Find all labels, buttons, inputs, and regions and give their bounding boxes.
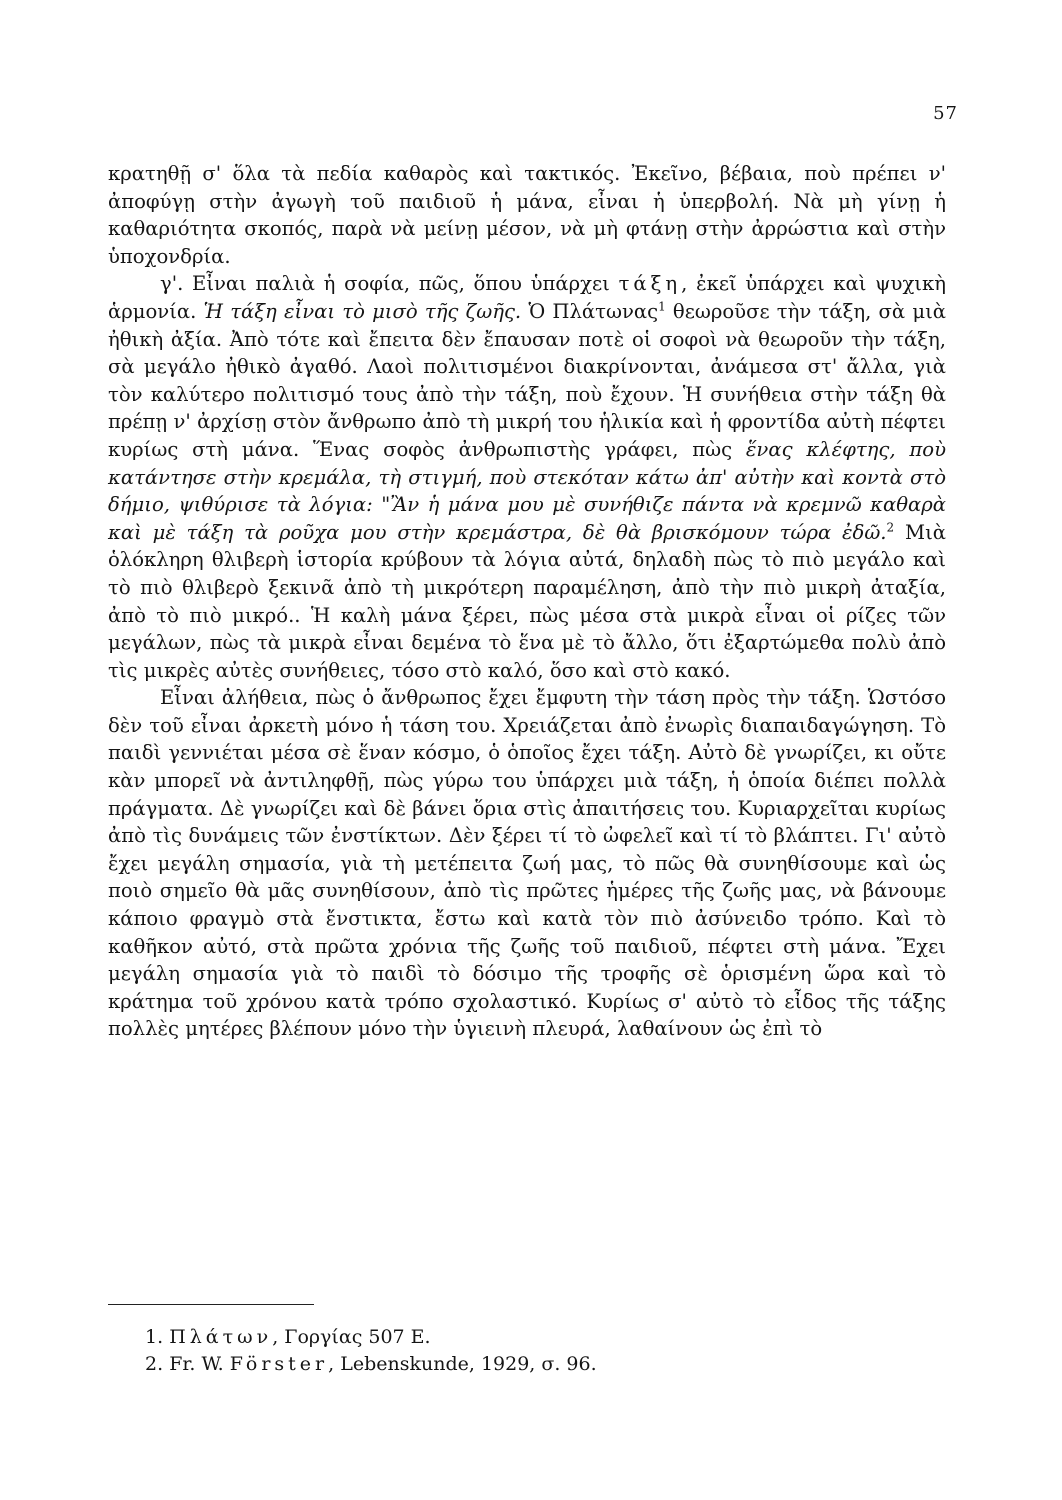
footnote-2-text: , Lebenskunde, 1929, σ. 96. <box>328 1353 597 1375</box>
paragraph-2-text-b: , ἐκεῖ ὑπάρχει καὶ ψυχικὴ ἁρμονία. <box>108 272 946 323</box>
footnote-2 <box>145 1351 945 1378</box>
paragraph-1: κρατηθῇ σ' ὅλα τὰ πεδία καθαρὸς καὶ τακτικός. Ἐκεῖνο, βέβαια, ποὺ πρέπει ν' ἀποφύγῃ στὴν ἀγωγὴ τοῦ παιδιοῦ ἡ μάνα, εἶναι ἡ ὑπερβολή. Νὰ μὴ γίνῃ ἡ καθαριότητα σκοπός, παρὰ νὰ μείνῃ μέσον, νὰ μὴ φτάνῃ στὴν ἀρρώστια καὶ στὴν ὑποχονδρία. <box>108 162 946 268</box>
footnote-1-number: 1. <box>145 1326 164 1348</box>
emphasis-taxi: τάξη <box>618 272 682 296</box>
footnote-1 <box>145 1324 945 1351</box>
paragraph-2-text-c: Ὁ Πλάτωνας <box>521 299 659 323</box>
paragraph-2-text-d: θεωροῦσε τὴν τάξη, σὰ μιὰ ἠθικὴ ἀξία. Ἀπὸ τότε καὶ ἔπειτα δὲν ἔπαυσαν ποτὲ οἱ σοφοὶ νὰ θεωροῦν τὴν τάξη, σὰ μεγάλο ἠθικὸ ἀγαθό. Λαοὶ πολιτισμένοι διακρίνονται, ἀνάμεσα στ' ἄλλα, γιὰ τὸν καλύτερο πολιτισμό τους ἀπὸ τὴν τάξη, ποὺ ἔχουν. Ἡ συνήθεια στὴν τάξη θὰ πρέπῃ ν' ἀρχίσῃ στὸν ἄνθρωπο ἀπὸ τὴ μικρή του ἡλικία καὶ ἡ φροντίδα αὐτὴ πέφτει κυρίως στὴ μάνα. Ἕνας σοφὸς ἀνθρωπιστὴς γράφει, πὼς <box>108 299 946 461</box>
italic-quote-2: ἕνας κλέφτης, ποὺ κατάντησε στὴν κρεμάλα, τὴ στιγμή, ποὺ στεκόταν κάτω ἀπ' αὐτὴν καὶ κοντὰ στὸ δήμιο, ψιθύρισε τὰ λόγια: "Ἂν ἡ μάνα μου μὲ συνήθιζε πάντα νὰ κρεμνῶ καθαρὰ καὶ μὲ τάξη τὰ ροῦχα μου στὴν κρεμάστρα, δὲ θὰ βρισκόμουν τώρα ἐδῶ. <box>108 437 946 544</box>
footnote-2-author-first: Fr. W. <box>169 1353 224 1375</box>
paragraph-2-text-a: γ'. Εἶναι παλιὰ ἡ σοφία, πῶς, ὅπου ὑπάρχει <box>160 272 619 296</box>
footnote-ref-2: 2 <box>886 520 895 535</box>
footnote-1-text: , Γοργίας 507 Ε. <box>272 1326 431 1348</box>
paragraph-2-text-e: Μιὰ ὁλόκληρη θλιβερὴ ἱστορία κρύβουν τὰ λόγια αὐτά, δηλαδὴ πὼς τὸ πιὸ μεγάλο καὶ τὸ πιὸ θλιβερὸ ξεκινᾶ ἀπὸ τὴ μικρότερη παραμέληση, ἀπὸ τὴν πιὸ μικρὴ ἀταξία, ἀπὸ τὸ πιὸ μικρό.. Ἡ καλὴ μάνα ξέρει, πὼς μέσα στὰ μικρὰ εἶναι οἱ ρίζες τῶν μεγάλων, πὼς τὰ μικρὰ εἶναι δεμένα τὸ ἕνα μὲ τὸ ἄλλο, ὅτι ἐξαρτώμεθα πολὺ ἀπὸ τὶς μικρὲς αὐτὲς συνήθειες, τόσο στὸ καλό, ὅσο καὶ στὸ κακό. <box>108 520 946 682</box>
body-text <box>108 160 946 1043</box>
footnote-ref-1: 1 <box>658 299 666 314</box>
footnotes <box>145 1324 945 1378</box>
footnote-2-number: 2. <box>145 1353 164 1375</box>
footnote-separator <box>108 1304 314 1305</box>
paragraph-3: Εἶναι ἀλήθεια, πὼς ὁ ἄνθρωπος ἔχει ἔμφυτη τὴν τάση πρὸς τὴν τάξη. Ὡστόσο δὲν τοῦ εἶναι ἀρκετὴ μόνο ἡ τάση του. Χρειάζεται ἀπὸ ἐνωρὶς διαπαιδαγώγηση. Τὸ παιδὶ γεννιέται μέσα σὲ ἕναν κόσμο, ὁ ὁποῖος ἔχει τάξη. Αὐτὸ δὲ γνωρίζει, κι οὔτε κὰν μπορεῖ νὰ ἀντιληφθῇ, πὼς γύρω του ὑπάρχει μιὰ τάξη, ἡ ὁποία διέπει πολλὰ πράγματα. Δὲ γνωρίζει καὶ δὲ βάνει ὅρια στὶς ἀπαιτήσεις του. Κυριαρχεῖται κυρίως ἀπὸ τὶς δυνάμεις τῶν ἐνστίκτων. Δὲν ξέρει τί τὸ ὠφελεῖ καὶ τί τὸ βλάπτει. Γι' αὐτὸ ἔχει μεγάλη σημασία, γιὰ τὴ μετέπειτα ζωή μας, τὸ πῶς θὰ συνηθίσουμε καὶ ὡς ποιὸ σημεῖο θὰ μᾶς συνηθίσουν, ἀπὸ τὶς πρῶτες ἡμέρες τῆς ζωῆς μας, νὰ βάνουμε κάποιο φραγμὸ στὰ ἔνστικτα, ἔστω καὶ κατὰ τὸν πιὸ ἀσύνειδο τρόπο. Καὶ τὸ καθῆκον αὐτό, στὰ πρῶτα χρόνια τῆς ζωῆς τοῦ παιδιοῦ, πέφτει στὴ μάνα. Ἔχει μεγάλη σημασία γιὰ τὸ παιδὶ τὸ δόσιμο τῆς τροφῆς σὲ ὁρισμένη ὥρα καὶ τὸ κράτημα τοῦ χρόνου κατὰ τρόπο σχολαστικό. Κυρίως σ' αὐτὸ τὸ εἶδος τῆς τάξης πολλὲς μητέρες βλέπουν μόνο τὴν ὑγιεινὴ πλευρά, λαθαίνουν ὡς ἐπὶ τὸ <box>108 686 946 1041</box>
footnote-2-author-last: Förster <box>229 1353 329 1375</box>
page-number: 57 <box>933 103 958 124</box>
footnote-1-author: Πλάτων <box>169 1326 273 1348</box>
italic-quote-1: Ἡ τάξη εἶναι τὸ μισὸ τῆς ζωῆς. <box>203 299 522 323</box>
paragraph-2 <box>108 270 946 684</box>
